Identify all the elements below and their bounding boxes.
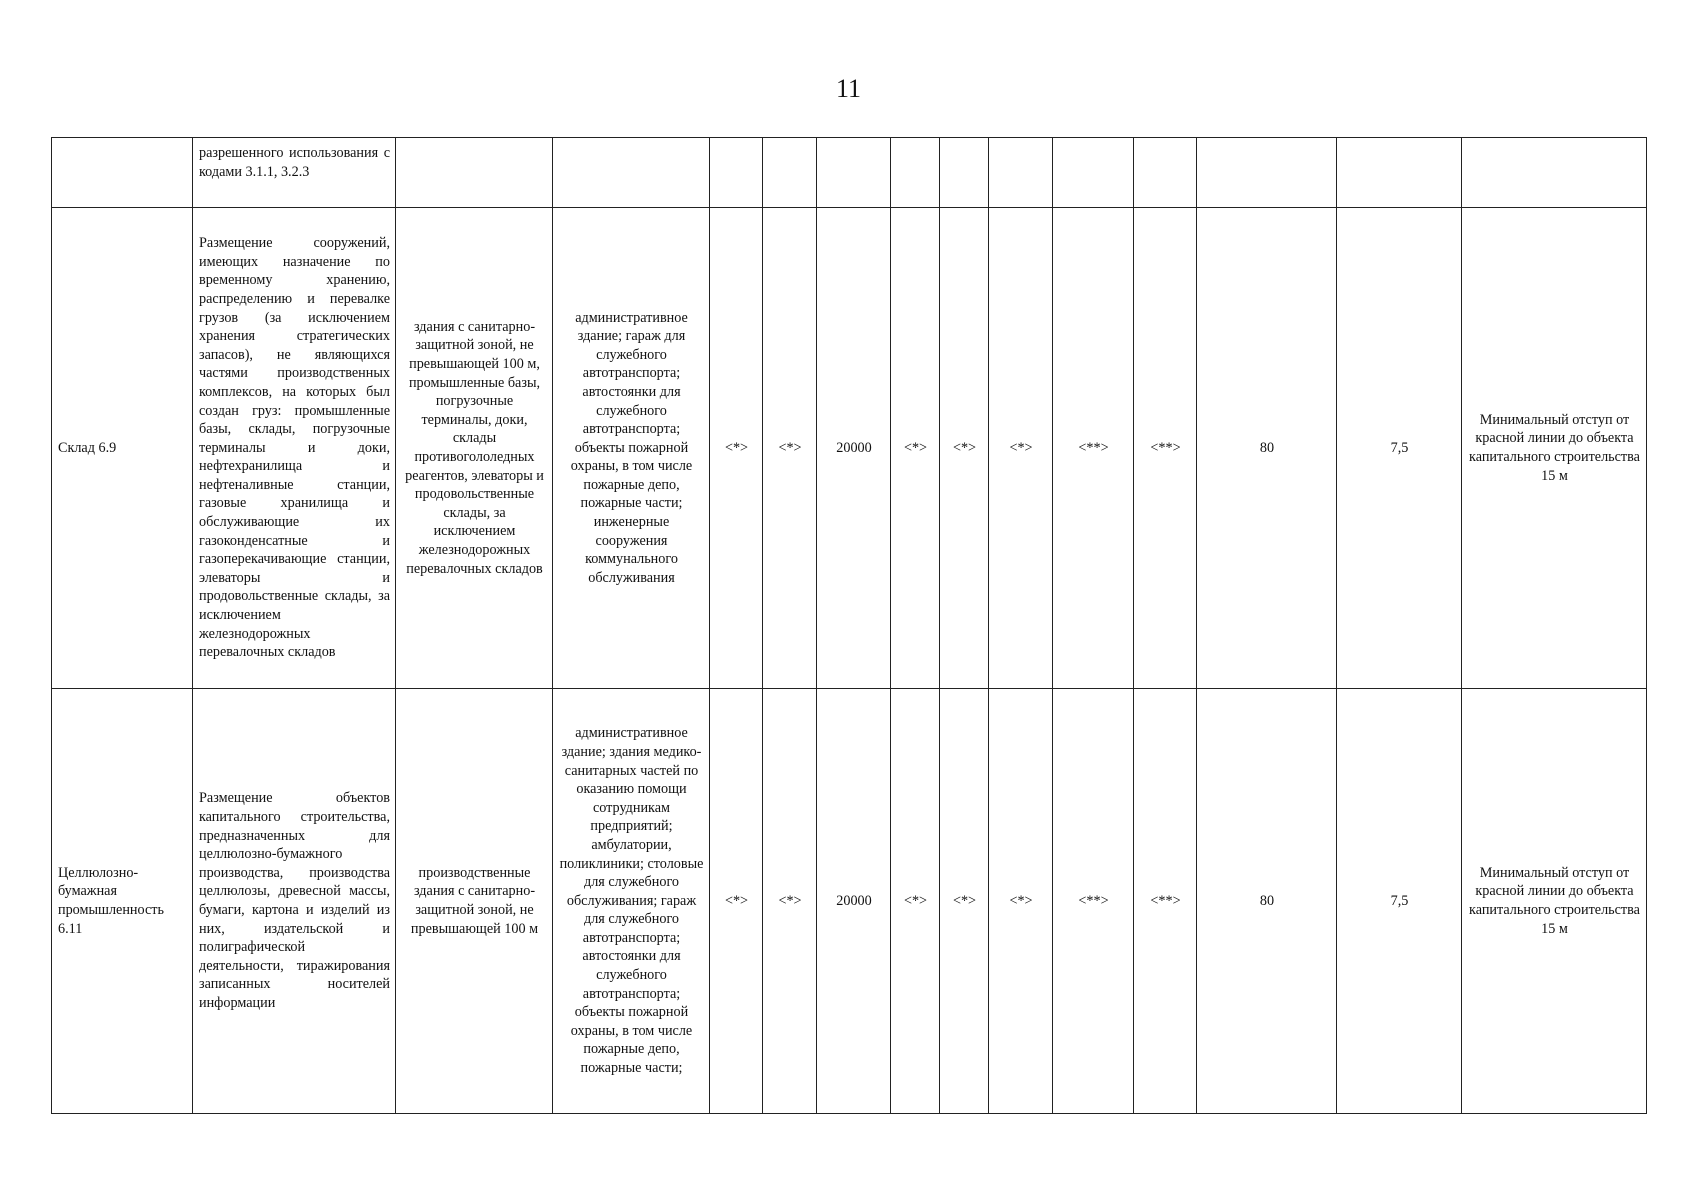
page-number: 11 <box>835 74 862 103</box>
cell-v6: <*> <box>989 689 1053 1114</box>
cell-v1 <box>710 138 763 208</box>
cell-aux-objects <box>553 138 710 208</box>
cell-v10 <box>1337 138 1462 208</box>
cell-v7 <box>1053 138 1134 208</box>
cell-description: разрешенного использования с кодами 3.1.1, 3.2.3 <box>193 138 396 208</box>
cell-v2: <*> <box>763 689 817 1114</box>
cell-v9 <box>1197 138 1337 208</box>
cell-v8: <**> <box>1134 689 1197 1114</box>
cell-v6: <*> <box>989 208 1053 689</box>
cell-v1: <*> <box>710 689 763 1114</box>
cell-note: Минимальный отступ от красной линии до объекта капитального строительства 15 м <box>1462 689 1647 1114</box>
cell-v10: 7,5 <box>1337 208 1462 689</box>
cell-note: Минимальный отступ от красной линии до объекта капитального строительства 15 м <box>1462 208 1647 689</box>
land-use-table <box>51 137 1647 1114</box>
cell-v7: <**> <box>1053 208 1134 689</box>
cell-v5: <*> <box>940 208 989 689</box>
cell-v5 <box>940 138 989 208</box>
table-row <box>52 208 1647 689</box>
table-row <box>52 138 1647 208</box>
cell-aux-objects: административное здание; гараж для служебного автотранспорта; автостоянки для служебного автотранспорта; объекты пожарной охраны, в том числе пожарные депо, пожарные части; инженерные сооружения коммунального обслуживания <box>553 208 710 689</box>
cell-name <box>52 138 193 208</box>
cell-v5: <*> <box>940 689 989 1114</box>
cell-main-objects: здания с санитарно-защитной зоной, не превышающей 100 м, промышленные базы, погрузочные терминалы, доки, склады противогололедных реагентов, элеваторы и продовольственные склады, за исключением железнодорожных перевалочных складов <box>396 208 553 689</box>
cell-v3 <box>817 138 891 208</box>
cell-v2: <*> <box>763 208 817 689</box>
cell-v3: 20000 <box>817 689 891 1114</box>
cell-note <box>1462 138 1647 208</box>
table-row <box>52 689 1647 1114</box>
cell-v4 <box>891 138 940 208</box>
cell-v6 <box>989 138 1053 208</box>
cell-v3: 20000 <box>817 208 891 689</box>
cell-v2 <box>763 138 817 208</box>
cell-v9: 80 <box>1197 689 1337 1114</box>
cell-v1: <*> <box>710 208 763 689</box>
cell-name: Целлюлозно-бумажная промышленность 6.11 <box>52 689 193 1114</box>
cell-description: Размещение сооружений, имеющих назначение по временному хранению, распределению и перевалке грузов (за исключением хранения стратегических запасов), не являющихся частями производственных комплексов, на которых был создан груз: промышленные базы, склады, погрузочные терминалы и доки, нефтехранилища и нефтеналивные станции, газовые хранилища и обслуживающие их газоконденсатные и газоперекачивающие станции, элеваторы и продовольственные склады, за исключением железнодорожных перевалочных складов <box>193 208 396 689</box>
cell-main-objects: производственные здания с санитарно-защитной зоной, не превышающей 100 м <box>396 689 553 1114</box>
cell-v8: <**> <box>1134 208 1197 689</box>
cell-v9: 80 <box>1197 208 1337 689</box>
cell-name: Склад 6.9 <box>52 208 193 689</box>
cell-v10: 7,5 <box>1337 689 1462 1114</box>
cell-v7: <**> <box>1053 689 1134 1114</box>
cell-v8 <box>1134 138 1197 208</box>
cell-description: Размещение объектов капитального строительства, предназначенных для целлюлозно-бумажного производства, производства целлюлозы, древесной массы, бумаги, картона и изделий из них, издательской и полиграфической деятельности, тиражирования записанных носителей информации <box>193 689 396 1114</box>
cell-main-objects <box>396 138 553 208</box>
cell-aux-objects: административное здание; здания медико-санитарных частей по оказанию помощи сотрудникам предприятий; амбулатории, поликлиники; столовые для служебного обслуживания; гараж для служебного автотранспорта; автостоянки для служебного автотранспорта; объекты пожарной охраны, в том числе пожарные депо, пожарные части; <box>553 689 710 1114</box>
cell-v4: <*> <box>891 689 940 1114</box>
cell-v4: <*> <box>891 208 940 689</box>
